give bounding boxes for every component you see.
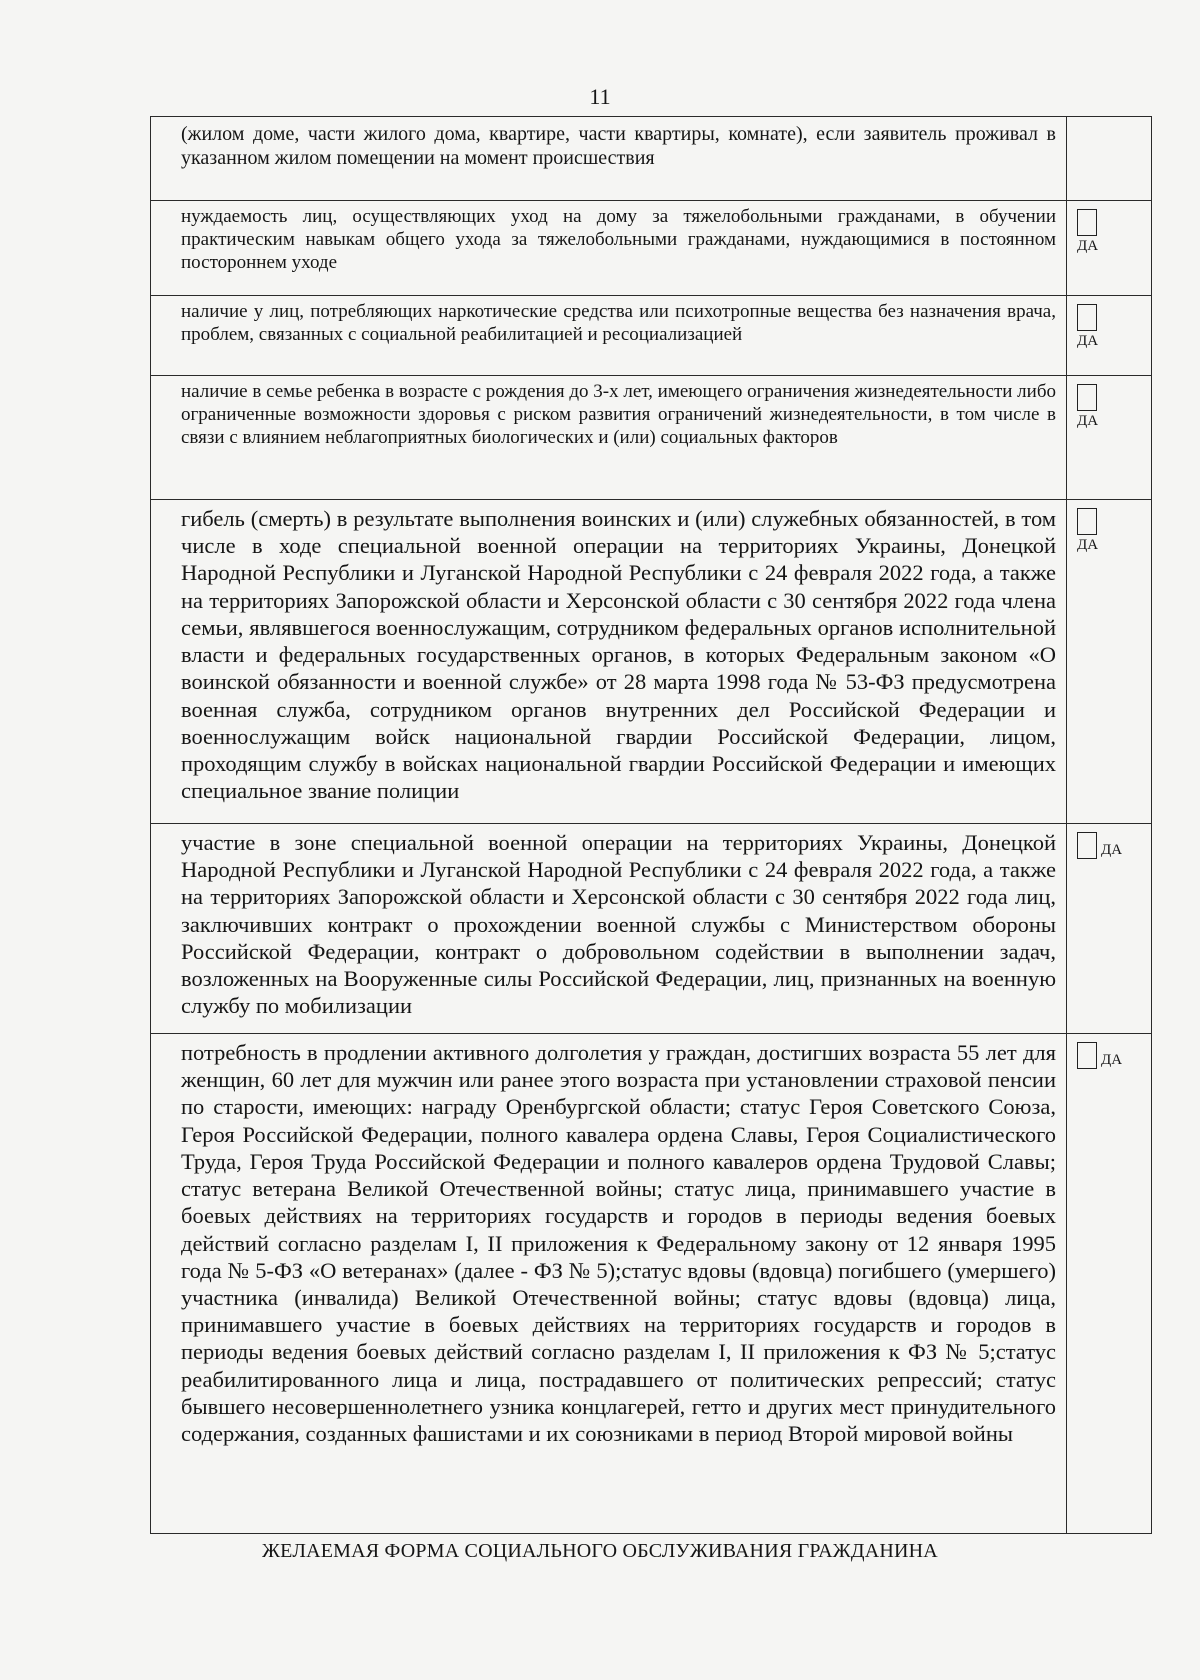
- checkbox-label: ДА: [1077, 238, 1099, 254]
- table-row: [151, 376, 1152, 500]
- condition-text: (жилом доме, части жилого дома, квартире, части квартиры, комнате), если заявитель проживал в указанном жилом помещении на момент происшествия: [151, 117, 1067, 201]
- checkbox-group: [1077, 384, 1147, 430]
- checkbox[interactable]: [1077, 209, 1097, 236]
- checkbox-cell: [1067, 1034, 1152, 1534]
- condition-text: нуждаемость лиц, осуществляющих уход на дому за тяжелобольными гражданами, в обучении практическим навыкам общего ухода за тяжелобольными гражданами, нуждающимися в постоянном постороннем уходе: [151, 201, 1067, 296]
- condition-text: участие в зоне специальной военной операции на территориях Украины, Донецкой Народной Республики и Луганской Народной Республики с 24 февраля 2022 года, а также на территориях Запорожской области и Херсонской области с 30 сентября 2022 года лиц, заключивших контракт о прохождении военной службы с Министерством обороны Российской Федерации, контракт о добровольном содействии в выполнении задач, возложенных на Вооруженные силы Российской Федерации, лиц, признанных на военную службу по мобилизации: [151, 824, 1067, 1034]
- checkbox[interactable]: [1077, 1042, 1097, 1069]
- checkbox-cell-empty: [1067, 117, 1152, 201]
- checkbox-cell: [1067, 376, 1152, 500]
- checkbox-cell: [1067, 824, 1152, 1034]
- table-row: [151, 500, 1152, 824]
- checkbox[interactable]: [1077, 508, 1097, 535]
- condition-text: гибель (смерть) в результате выполнения воинских и (или) служебных обязанностей, в том числе в ходе специальной военной операции на территориях Украины, Донецкой Народной Республики и Луганской Народной Республики с 24 февраля 2022 года, а также на территориях Запорожской области и Херсонской области с 30 сентября 2022 года члена семьи, являвшегося военнослужащим, сотрудником федеральных органов исполнительной власти и федеральных государственных органов, в которых Федеральным законом «О воинской обязанности и военной службе» от 28 марта 1998 года № 53-ФЗ предусмотрена военная служба, сотрудником органов внутренних дел Российской Федерации и военнослужащим войск национальной гвардии Российской Федерации, лицом, проходящим службу в войсках национальной гвардии Российской Федерации и имеющих специальное звание полиции: [151, 500, 1067, 824]
- table-row: [151, 296, 1152, 376]
- checkbox-group: [1077, 209, 1147, 255]
- checkbox-group: [1077, 304, 1147, 350]
- condition-text: наличие в семье ребенка в возрасте с рождения до 3-х лет, имеющего ограничения жизнедеятельности либо ограниченные возможности здоровья с риском развития ограничений жизнедеятельности, в том числе в связи с влиянием неблагоприятных биологических и (или) социальных факторов: [151, 376, 1067, 500]
- checkbox-cell: [1067, 500, 1152, 824]
- table-row: [151, 117, 1152, 201]
- page-number: 11: [589, 84, 611, 109]
- table-row: [151, 201, 1152, 296]
- checkbox[interactable]: [1077, 832, 1097, 859]
- checkbox[interactable]: [1077, 384, 1097, 411]
- checkbox-group: [1077, 832, 1147, 859]
- checkbox-group: [1077, 1042, 1147, 1069]
- checkbox-label: ДА: [1077, 413, 1099, 429]
- table-row: [151, 1034, 1152, 1534]
- checkbox-cell: [1067, 201, 1152, 296]
- checkbox-label: ДА: [1077, 537, 1099, 553]
- condition-text: потребность в продлении активного долголетия у граждан, достигших возраста 55 лет для женщин, 60 лет для мужчин или ранее этого возраста при установлении страховой пенсии по старости, имеющих: награду Оренбургской области; статус Героя Советского Союза, Героя Российской Федерации, полного кавалера ордена Славы, Героя Социалистического Труда, Героя Труда Российской Федерации и полного кавалеров ордена Трудовой Славы; статус ветерана Великой Отечественной войны; статус лица, принимавшего участие в боевых действиях на территориях государств и городов в периоды ведения боевых действий согласно разделам I, II приложения к Федеральному закону от 12 января 1995 года № 5-ФЗ «О ветеранах» (далее - ФЗ № 5);статус вдовы (вдовца) погибшего (умершего) участника (инвалида) Великой Отечественной войны; статус вдовы (вдовца) лица, принимавшего участие в боевых действиях на территориях государств и городов в периоды ведения боевых действий согласно разделам I, II приложения к ФЗ № 5;статус реабилитированного лица и лица, пострадавшего от политических репрессий; статус бывшего несовершеннолетнего узника концлагерей, гетто и других мест принудительного содержания, созданных фашистами и их союзниками в период Второй мировой войны: [151, 1034, 1067, 1534]
- checkbox-label: ДА: [1101, 1052, 1123, 1068]
- section-heading: ЖЕЛАЕМАЯ ФОРМА СОЦИАЛЬНОГО ОБСЛУЖИВАНИЯ ГРАЖДАНИНА: [262, 1540, 938, 1562]
- checkbox-label: ДА: [1077, 333, 1099, 349]
- checkbox-cell: [1067, 296, 1152, 376]
- checkbox-group: [1077, 508, 1147, 554]
- conditions-table: [150, 116, 1152, 1534]
- checkbox[interactable]: [1077, 304, 1097, 331]
- condition-text: наличие у лиц, потребляющих наркотические средства или психотропные вещества без назначения врача, проблем, связанных с социальной реабилитацией и ресоциализацией: [151, 296, 1067, 376]
- table-row: [151, 824, 1152, 1034]
- checkbox-label: ДА: [1101, 842, 1123, 858]
